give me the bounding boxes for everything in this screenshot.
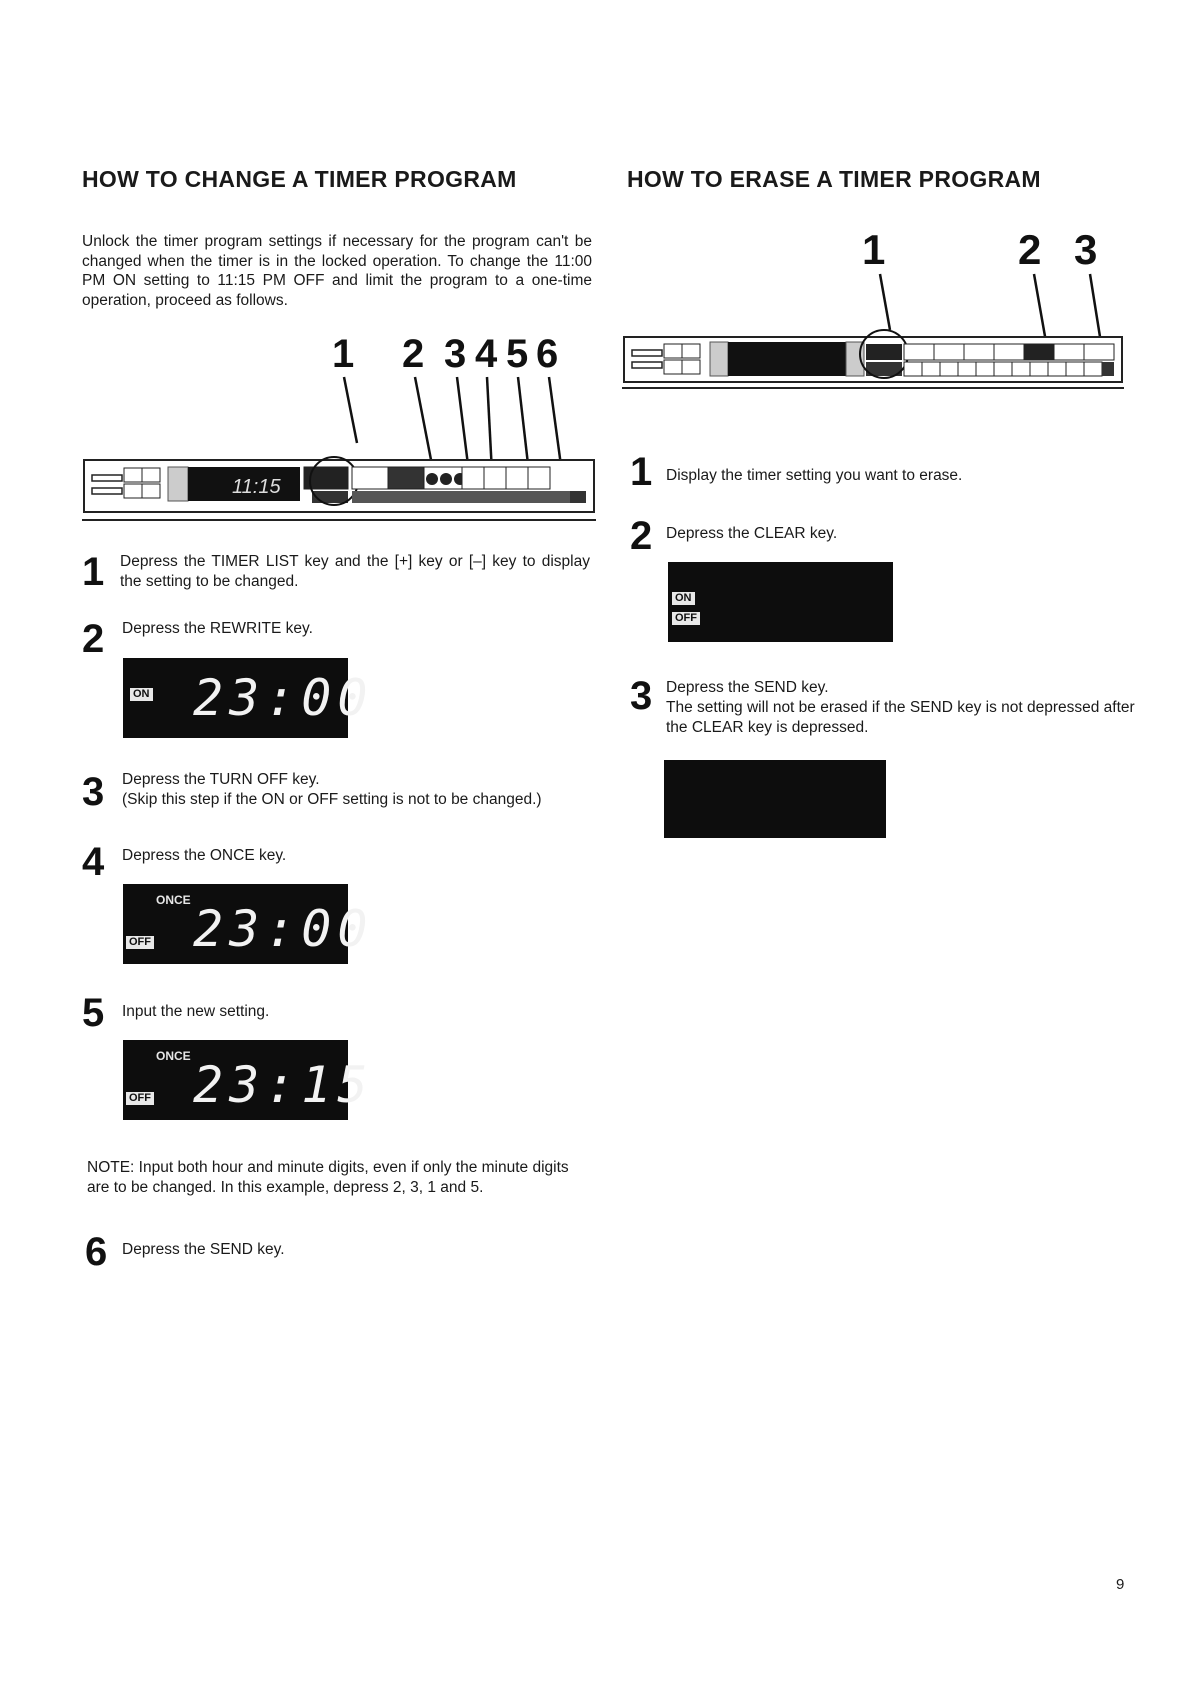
left-step-1-text: Depress the TIMER LIST key and the [+] key or [–] key to display the setting to be changed. — [120, 553, 590, 590]
left-note: NOTE: Input both hour and minute digits, even if only the minute digits are to be changed. In this example, depress 2, 3, 1 and 5. — [87, 1159, 569, 1196]
erase-panel-illustration — [622, 222, 1127, 407]
right-step-1-text: Display the timer setting you want to erase. — [666, 467, 963, 484]
right-step-2-number: 2 — [630, 514, 653, 558]
erase-callout-1: 1 — [862, 226, 886, 273]
erase-callout-2: 2 — [1018, 226, 1042, 273]
callout-5: 5 — [506, 332, 529, 376]
lcd-off-badge: OFF — [126, 936, 154, 949]
left-heading: HOW TO CHANGE A TIMER PROGRAM — [82, 166, 517, 192]
lcd-once-label: ONCE — [156, 893, 191, 907]
left-step-5-number: 5 — [82, 991, 105, 1035]
right-step-2-text: Depress the CLEAR key. — [666, 525, 838, 542]
callout-6: 6 — [536, 332, 559, 376]
left-step-1-number: 1 — [82, 550, 105, 594]
callout-2: 2 — [402, 332, 425, 376]
left-step-4-number: 4 — [82, 840, 105, 884]
lcd-rewrite — [123, 658, 374, 738]
left-step-3-note: (Skip this step if the ON or OFF setting is not to be changed.) — [122, 791, 542, 808]
lcd-on-badge: ON — [130, 688, 153, 701]
right-step-3-text: Depress the SEND key. — [666, 679, 829, 696]
left-step-6-text: Depress the SEND key. — [122, 1241, 285, 1258]
lcd-time: 23:00 — [193, 900, 374, 958]
timer-panel-illustration — [82, 325, 602, 525]
lcd-new-setting — [123, 1040, 374, 1120]
lcd-off-badge: OFF — [672, 612, 700, 625]
lcd-time: 23:15 — [193, 1056, 374, 1114]
left-step-2-number: 2 — [82, 617, 105, 661]
left-step-3-text: Depress the TURN OFF key. — [122, 771, 320, 788]
left-intro: Unlock the timer program settings if necessary for the program can't be changed when the timer is in the locked operation. To change the 11:00 PM ON setting to 11:15 PM OFF and limit the program to a one-time operation, proceed as follows. — [82, 233, 592, 309]
lcd-time: 23:00 — [193, 669, 374, 727]
right-step-3-number: 3 — [630, 674, 653, 718]
lcd-erased — [664, 760, 886, 838]
left-step-4-text: Depress the ONCE key. — [122, 847, 287, 864]
right-heading: HOW TO ERASE A TIMER PROGRAM — [627, 166, 1041, 192]
lcd-once-label: ONCE — [156, 1049, 191, 1063]
left-step-6-number: 6 — [85, 1230, 108, 1274]
panel-display-value: 11:15 — [232, 476, 281, 498]
callout-3: 3 — [444, 332, 467, 376]
left-step-2-text: Depress the REWRITE key. — [122, 620, 313, 637]
callout-1: 1 — [332, 332, 355, 376]
lcd-cleared — [668, 562, 893, 642]
callout-4: 4 — [475, 332, 498, 376]
lcd-off-badge: OFF — [126, 1092, 154, 1105]
erase-callout-3: 3 — [1074, 226, 1098, 273]
lcd-once-off — [123, 884, 374, 964]
left-step-3-number: 3 — [82, 770, 105, 814]
right-step-1-number: 1 — [630, 450, 653, 494]
page-number: 9 — [1116, 1576, 1125, 1593]
right-step-3-note: The setting will not be erased if the SEND key is not depressed after the CLEAR key is depressed. — [666, 699, 1135, 736]
lcd-on-badge: ON — [672, 592, 695, 605]
left-step-5-text: Input the new setting. — [122, 1003, 270, 1020]
